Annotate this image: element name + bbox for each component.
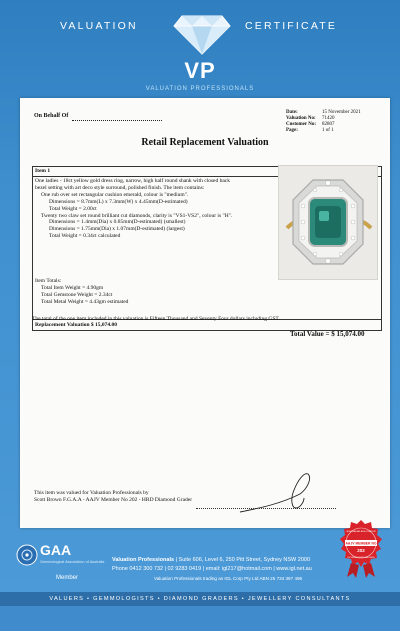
replacement-valuation: Replacement Valuation $ 15,074.00 [35,322,118,328]
vp-logo: VP [184,58,216,83]
valuation-sheet [20,98,390,528]
meta-row [286,128,367,134]
gaa-subtitle: Gemmological Association of Australia [40,560,105,564]
description-line: One rub over set rectangular cushion emerald, colour is "medium". [41,191,189,198]
total-value: Total Value = $ 15,074.00 [290,330,365,338]
gaa-logo-icon [16,544,38,566]
signature-line [196,508,336,509]
description-line: bezel setting with art deco style surround, polished finish. The item contains: [35,184,205,191]
gaa-member-label: Member [56,575,79,581]
description-line: Dimensions = 1.4mm(Dia) x 0.85mm(D-estimated) (smallest) [49,219,186,226]
badge-top-text: AUSTRALIAN ASSOCIATION [346,531,376,533]
company-name: Valuation Professionals [112,557,175,563]
on-behalf-label: On Behalf Of [34,113,69,119]
page-title: Retail Replacement Valuation [141,137,269,148]
meta-key: Customer No: [286,122,317,127]
total-note: The total of the one item included in this valuation is Fifteen Thousand and Seventy Four dollars including GST. [32,316,280,322]
badge-number: 202 [357,548,365,553]
header-left-text: VALUATION [60,20,138,32]
valuer-name: Scott Brown F.G.A.A - AAJV Member No 202 - HRD Diamond Grader [34,497,193,503]
header-right-text: CERTIFICATE [245,20,338,32]
description-line: Dimensions = 8.7mm(L) x 7.3mm(W) x 4.45mm(D-estimated) [49,198,188,205]
totals-line: Total Item Weight = 4.90gm [41,284,104,291]
meta-table [286,110,367,134]
services-bar: VALUERS • GEMMOLOGISTS • DIAMOND GRADERS • JEWELLERY CONSULTANTS [0,592,400,606]
meta-key: Date: [286,110,298,115]
description-line: Total Weight = 0.34ct calculated [49,233,121,240]
badge-member-text: AAJV MEMBER NO [345,541,377,546]
ring-photo [278,165,378,280]
meta-value: 15 November 2021 [322,110,361,115]
aajv-seal-icon [337,519,385,579]
bottom-margin [0,606,400,631]
contact-block [112,556,312,583]
diamond-logo-icon [172,8,232,58]
item-description [35,178,273,240]
totals-line: Total Gemstone Weight = 2.34ct [41,291,113,298]
meta-key: Valuation No: [286,116,316,121]
item-totals [35,278,235,306]
description-line: Total Weight = 2.00ct [49,205,97,212]
contact-details: Phone 0412 300 732 | 02 9283 0419 | email: igl217@hotmail.com | www.igl.net.au [112,566,312,572]
totals-line: Total Metal Weight = 4.43gm estimated [41,298,129,305]
company-address: | Suite 606, Level 6, 250 Pitt Street, Sydney NSW 2000 [174,557,310,563]
meta-value: 71420 [322,116,335,121]
item-heading: Item 1 [33,167,381,177]
abn-text: Valuation Professionals trading as IGL Corp Pty Ltd ABN 25 734 397 496 [154,576,303,581]
gaa-name: GAA [40,542,72,558]
valuer-block [34,490,192,504]
on-behalf-dotted-line [72,120,162,121]
totals-heading: Item Totals: [35,278,62,284]
description-line: One ladies - 18ct yellow gold dress ring, narrow, high half round shank with closed back [35,178,231,184]
meta-value: 1 of 1 [322,128,334,133]
description-line: Dimensions = 1.75mm(Dia) x 1.07mm(D-estimated) (largest) [49,226,185,233]
vp-logo-subtitle: VALUATION PROFESSIONALS [145,86,255,92]
signature-graphic [200,464,340,524]
valued-by-text: This item was valued for Valuation Professionals by [34,490,149,496]
badge-bottom-text: OF JEWELLERY VALUERS [347,557,375,559]
meta-value: 82807 [322,122,335,127]
meta-key: Page: [286,128,298,133]
description-line: Twenty two claw set round brilliant cut diamonds, clarity is "VS1-VS2", colour is "H". [41,212,233,219]
